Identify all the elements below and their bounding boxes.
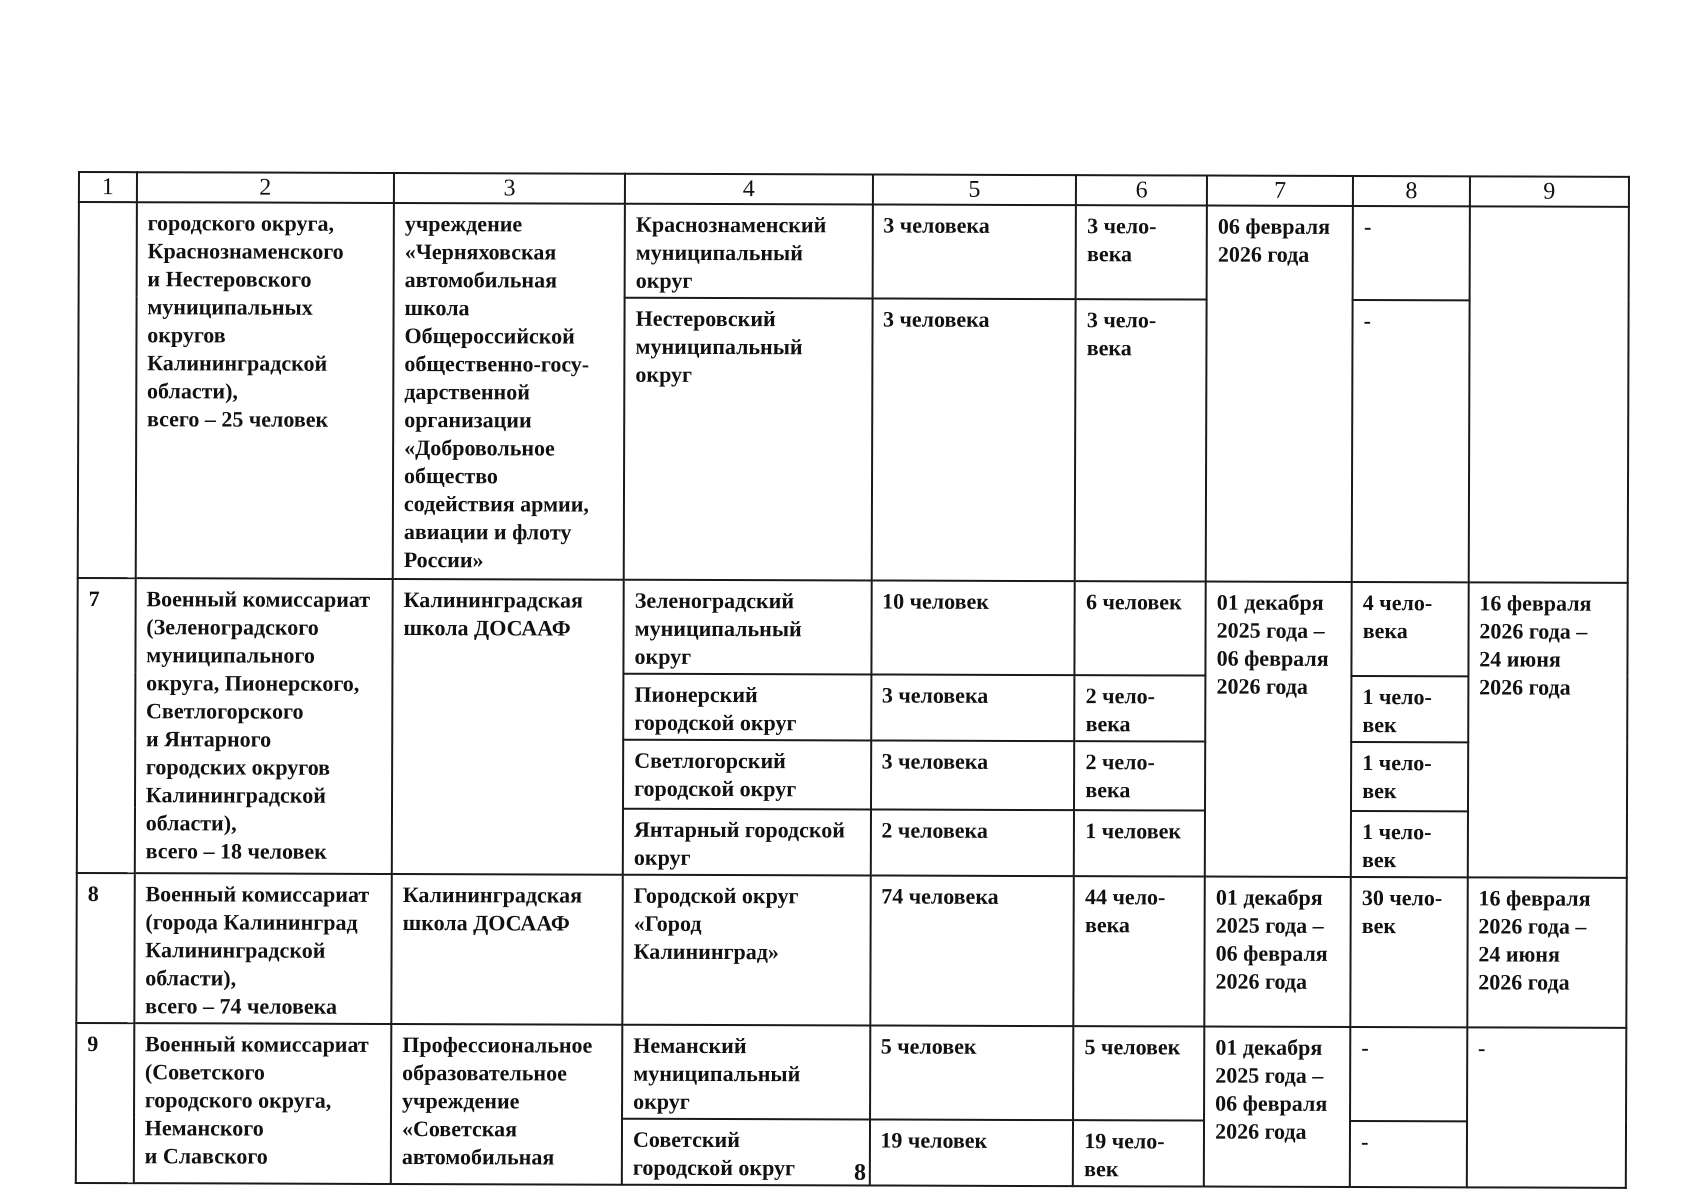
header-col-8: 8 [1353, 176, 1470, 206]
period-cell: 01 декабря 2025 года – 06 февраля 2026 года [1205, 582, 1352, 877]
count-cell: 3 человека [871, 674, 1075, 741]
count-cell: 3 человека [871, 298, 1076, 581]
row-number: 9 [76, 1023, 134, 1183]
district-cell: Янтарный городской округ [623, 809, 871, 876]
count-cell: 30 чело- век [1350, 877, 1467, 1027]
count-cell: 4 чело- века [1352, 582, 1469, 676]
header-col-1: 1 [79, 172, 137, 202]
count-cell: 74 человека [870, 875, 1074, 1026]
table-row [77, 578, 1627, 677]
row-number: 8 [76, 873, 134, 1023]
count-cell: - [1352, 300, 1470, 582]
count-cell: 3 чело- века [1075, 299, 1207, 581]
commissariat-cell: городского округа, Краснознаменского и Нестеровского муниципальных округов Калининградской области), всего – 25 человек [135, 202, 393, 579]
commissariat-cell: Военный комиссариат (Зеленоградского муниципального округа, Пионерского, Светлогорского и Янтарного городских округов Калининградской области), всего – 18 человек [135, 578, 393, 874]
count-cell: 44 чело- века [1074, 876, 1205, 1026]
count-cell: 3 человека [870, 740, 1074, 810]
district-cell: Городской округ «Город Калининград» [622, 875, 870, 1026]
table-row [76, 873, 1626, 1028]
count-cell: 1 чело- век [1351, 742, 1468, 811]
count-cell: 3 человека [872, 204, 1076, 299]
school-cell: Калининградская школа ДОСААФ [391, 874, 623, 1025]
row-number: 7 [77, 578, 136, 873]
header-col-4: 4 [625, 174, 873, 205]
period-cell: 06 февраля 2026 года [1206, 206, 1353, 582]
school-cell: Профессиональное образовательное учреждение «Советская автомобильная [391, 1024, 623, 1185]
period-cell [1469, 206, 1629, 582]
header-col-7: 7 [1207, 176, 1353, 206]
header-col-5: 5 [872, 174, 1076, 205]
district-cell: Зеленоградский муниципальный округ [624, 580, 872, 675]
commissariat-cell: Военный комиссариат (Советского городского округа, Неманского и Славского [134, 1023, 392, 1184]
count-cell: 19 человек [869, 1119, 1073, 1186]
school-cell: учреждение «Черняховская автомобильная школа Общероссийской общественно-госу- дарственной организации «Добровольное общество содействия армии, авиации и флоту России» [393, 203, 625, 580]
period-cell: 16 февраля 2026 года – 24 июня 2026 года [1468, 582, 1628, 877]
district-cell: Пионерский городской округ [623, 674, 871, 741]
period-cell: 01 декабря 2025 года – 06 февраля 2026 года [1204, 1027, 1351, 1187]
district-cell: Неманский муниципальный округ [622, 1025, 870, 1120]
count-cell: - [1350, 1027, 1467, 1121]
count-cell: 1 чело- век [1351, 676, 1468, 742]
count-cell: 2 человека [870, 809, 1074, 876]
period-cell: - [1467, 1027, 1627, 1187]
school-cell: Калининградская школа ДОСААФ [392, 579, 624, 875]
column-number-header [79, 172, 1629, 207]
count-cell: 1 чело- век [1351, 811, 1468, 877]
header-col-3: 3 [394, 173, 625, 204]
count-cell: 5 человек [1073, 1026, 1204, 1120]
district-cell: Нестеровский муниципальный округ [624, 298, 872, 581]
header-col-6: 6 [1076, 175, 1207, 205]
page-number: 8 [854, 1160, 866, 1186]
table-row [79, 202, 1629, 301]
header-col-9: 9 [1470, 176, 1629, 207]
count-cell: - [1353, 206, 1470, 300]
count-cell: 2 чело- века [1074, 741, 1205, 810]
count-cell: 3 чело- века [1076, 205, 1207, 299]
district-cell: Светлогорский городской округ [623, 740, 871, 810]
period-cell: 16 февраля 2026 года – 24 июня 2026 года [1467, 877, 1627, 1027]
count-cell: 2 чело- века [1075, 675, 1206, 741]
count-cell: 1 человек [1074, 810, 1205, 876]
allocation-table [75, 171, 1630, 1189]
period-cell: 01 декабря 2025 года – 06 февраля 2026 года [1204, 877, 1351, 1027]
district-cell: Советский городской округ [622, 1119, 870, 1186]
count-cell: 6 человек [1075, 581, 1206, 675]
count-cell: - [1350, 1121, 1467, 1187]
header-col-2: 2 [137, 172, 394, 203]
row-number [78, 202, 137, 578]
count-cell: 5 человек [870, 1025, 1074, 1120]
count-cell: 19 чело- век [1073, 1120, 1204, 1186]
table-row [76, 1023, 1626, 1122]
count-cell: 10 человек [871, 580, 1075, 675]
district-cell: Краснознаменский муниципальный округ [625, 204, 873, 299]
commissariat-cell: Военный комиссариат (города Калининград Калининградской области), всего – 74 человека [134, 873, 392, 1024]
